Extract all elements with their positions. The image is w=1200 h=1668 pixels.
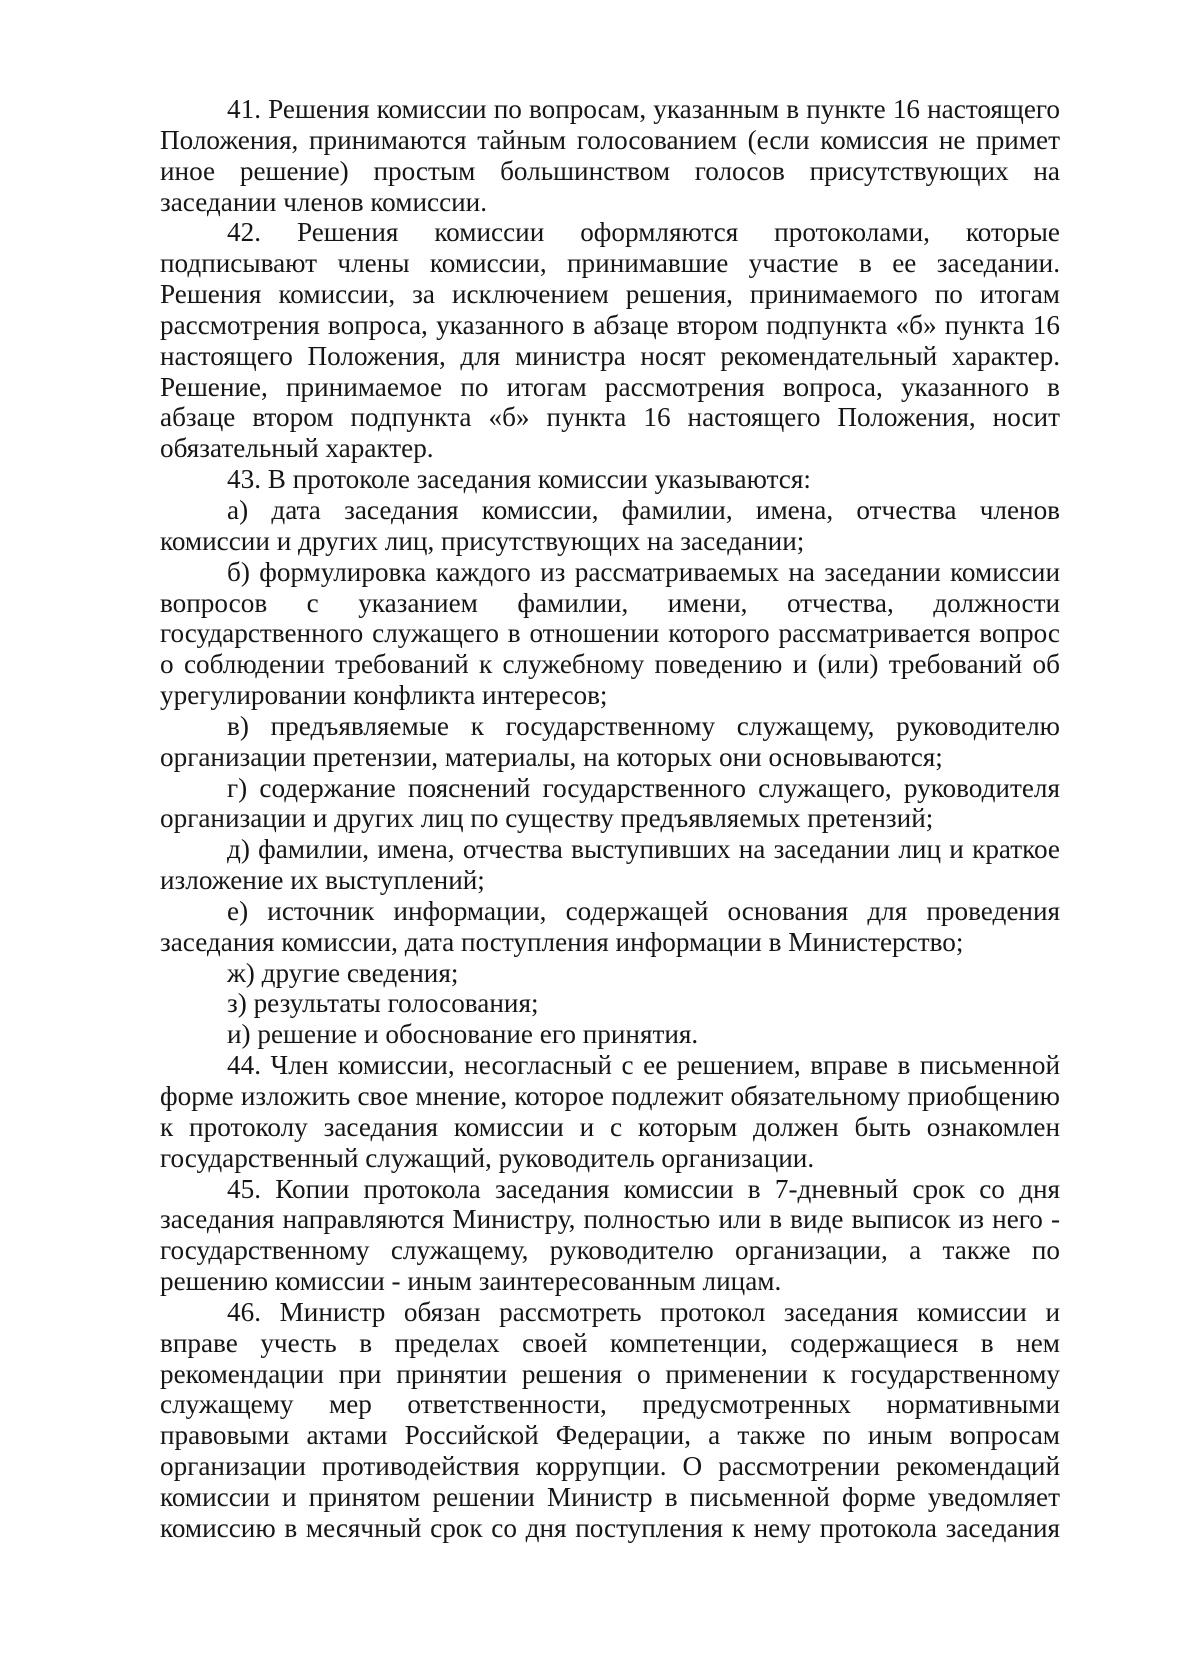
list-item-e: е) источник информации, содержащей основания для проведения заседания комиссии, дата поступления информации в Министерство;: [160, 895, 1060, 957]
paragraph-41: 41. Решения комиссии по вопросам, указанным в пункте 16 настоящего Положения, принимаются тайным голосованием (если комиссия не примет иное решение) простым большинством голосов присутствующих на заседании членов комиссии.: [160, 94, 1060, 217]
document-page: [160, 94, 1060, 1544]
paragraph-44: 44. Член комиссии, несогласный с ее решением, вправе в письменной форме изложить свое мнение, которое подлежит обязательному приобщению к протоколу заседания комиссии и с которым должен быть ознакомлен государственный служащий, руководитель организации.: [160, 1050, 1060, 1173]
list-item-d: д) фамилии, имена, отчества выступивших на заседании лиц и краткое изложение их выступлений;: [160, 834, 1060, 896]
list-item-b: б) формулировка каждого из рассматриваемых на заседании комиссии вопросов с указанием фамилии, имени, отчества, должности государственного служащего в отношении которого рассматривается вопрос о соблюдении требований к служебному поведению и (или) требований об урегулировании конфликта интересов;: [160, 556, 1060, 711]
list-item-i: и) решение и обоснование его принятия.: [227, 1019, 699, 1050]
paragraph-42: 42. Решения комиссии оформляются протоколами, которые подписывают члены комиссии, принимавшие участие в ее заседании. Решения комиссии, за исключением решения, принимаемого по итогам рассмотрения вопроса, указанного в абзаце втором подпункта «б» пункта 16 настоящего Положения, для министра носят рекомендательный характер. Решение, принимаемое по итогам рассмотрения вопроса, указанного в абзаце втором подпункта «б» пункта 16 настоящего Положения, носит обязательный характер.: [160, 217, 1060, 464]
paragraph-46: 46. Министр обязан рассмотреть протокол заседания комиссии и вправе учесть в пределах своей компетенции, содержащиеся в нем рекомендации при принятии решения о применении к государственному служащему мер ответственности, предусмотренных нормативными правовыми актами Российской Федерации, а также по иным вопросам организации противодействия коррупции. О рассмотрении рекомендаций комиссии и принятом решении Министр в письменной форме уведомляет комиссию в месячный срок со дня поступления к нему протокола заседания: [160, 1296, 1060, 1543]
list-item-a: а) дата заседания комиссии, фамилии, имена, отчества членов комиссии и других лиц, присутствующих на заседании;: [160, 494, 1060, 556]
list-item-g: г) содержание пояснений государственного служащего, руководителя организации и других лиц по существу предъявляемых претензий;: [160, 772, 1060, 834]
list-item-v: в) предъявляемые к государственному служащему, руководителю организации претензии, материалы, на которых они основываются;: [160, 710, 1060, 772]
paragraph-43: 43. В протоколе заседания комиссии указываются:: [227, 464, 811, 495]
list-item-z: з) результаты голосования;: [227, 988, 539, 1019]
paragraph-45: 45. Копии протокола заседания комиссии в 7-дневный срок со дня заседания направляются Министру, полностью или в виде выписок из него - государственному служащему, руководителю организации, а также по решению комиссии - иным заинтересованным лицам.: [160, 1173, 1060, 1297]
list-item-zh: ж) другие сведения;: [227, 957, 459, 988]
